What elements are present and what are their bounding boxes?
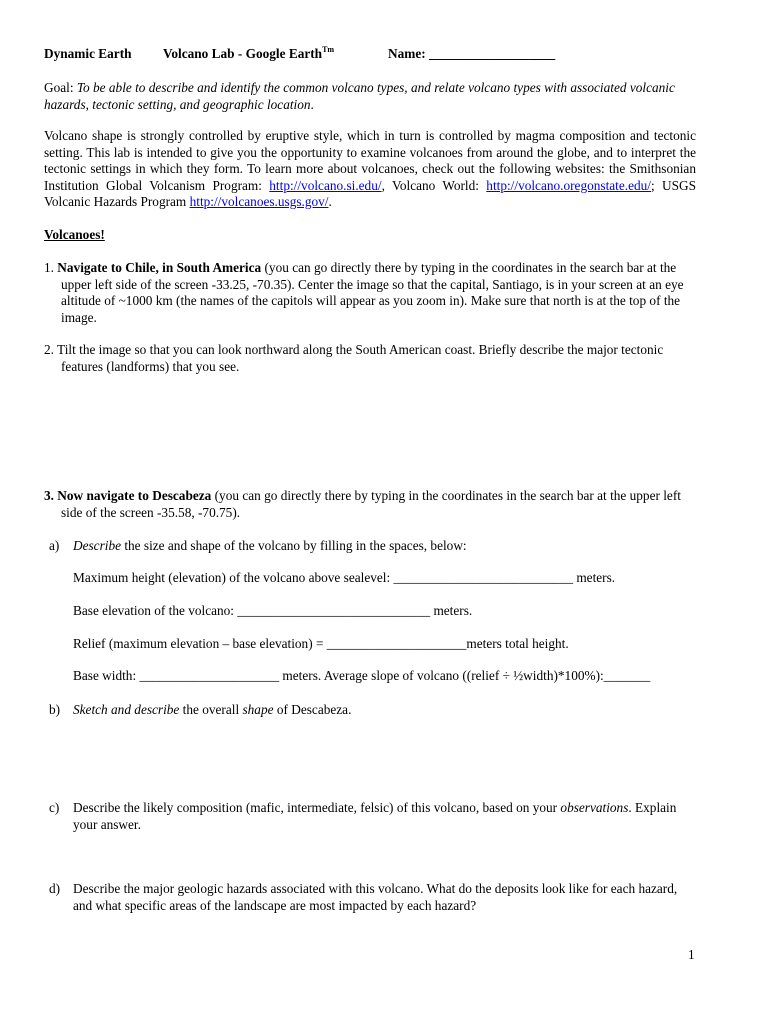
label-b: b): [49, 702, 61, 717]
goal-text: To be able to describe and identify the common volcano types, and relate volcano types with associated volcanic hazards, tectonic setting, and geographic location: [44, 80, 675, 112]
max-height-line: Maximum height (elevation) of the volcano above sealevel: ___________________________ meters.: [73, 570, 616, 585]
goal-paragraph: Goal: To be able to describe and identify the common volcano types, and relate volcano types with associated volcanic hazards, tectonic setting, and geographic location.: [44, 80, 675, 112]
name-field: Name: ___________________: [388, 46, 556, 61]
section-heading: Volcanoes!: [44, 227, 105, 242]
smithsonian-link[interactable]: http://volcano.si.edu/: [269, 177, 382, 193]
usgs-link[interactable]: http://volcanoes.usgs.gov/: [189, 194, 329, 209]
question-3d: d) Describe the major geologic hazards associated with this volcano. What do the deposits look like for each hazard, and what specific areas of the landscape are most impacted by each hazard?: [49, 881, 678, 913]
label-a: a): [49, 538, 60, 553]
intro-paragraph: Volcano shape is strongly controlled by eruptive style, which in turn is controlled by magma composition and tectonic setting. This lab is intended to give you the opportunity to examine volcanoes from around the globe, and to interpret the tectonic settings in which they form. To learn more about volcanoes, check out the following websites: the Smithsonian Institution Global Volcanism Program: http://volcano.si.edu/, Volcano World: http://volcano.oregonstate.edu/; USGS Volcanic Hazards Program http://volcanoes.usgs.gov/.: [44, 128, 697, 209]
base-elevation-line: Base elevation of the volcano: _____________________________ meters.: [73, 603, 473, 618]
document-header: [44, 46, 696, 63]
question-3b: b) Sketch and describe the overall shape of Descabeza.: [49, 702, 352, 717]
trademark-superscript: Tm: [322, 45, 335, 54]
question-3a: a) Describe the size and shape of the volcano by filling in the spaces, below:: [49, 538, 467, 553]
question-2: 2. Tilt the image so that you can look northward along the South American coast. Briefly describe the major tectonic features (landforms) that you see.: [44, 342, 664, 374]
label-d: d): [49, 881, 61, 896]
volcano-world-link[interactable]: http://volcano.oregonstate.edu/: [486, 177, 651, 193]
course-title: Dynamic Earth: [44, 46, 132, 61]
page-number: 1: [688, 947, 695, 962]
label-c: c): [49, 800, 60, 815]
question-3: 3. Now navigate to Descabeza (you can go directly there by typing in the coordinates in the search bar at the upper left side of the screen -35.58, -70.75).: [44, 488, 681, 520]
relief-line: Relief (maximum elevation – base elevation) = _____________________meters total height.: [73, 636, 569, 651]
base-width-line: Base width: _____________________ meters. Average slope of volcano ((relief ÷ ½width)*100%):_______: [73, 668, 651, 683]
lab-title: Volcano Lab - Google Earth$^{Tm}$: [163, 45, 335, 61]
question-1: 1. Navigate to Chile, in South America (you can go directly there by typing in the coordinates in the search bar at the upper left side of the screen -33.25, -70.35). Center the image so that the capital, Santiago, is in your screen at an eye altitude of ~1000 km (the names of the capitols will appear as you zoom in). Make sure that north is at the top of the image.: [44, 260, 684, 325]
question-3c: c) Describe the likely composition (mafic, intermediate, felsic) of this volcano, based on your observations. Explain your answer.: [49, 800, 677, 832]
